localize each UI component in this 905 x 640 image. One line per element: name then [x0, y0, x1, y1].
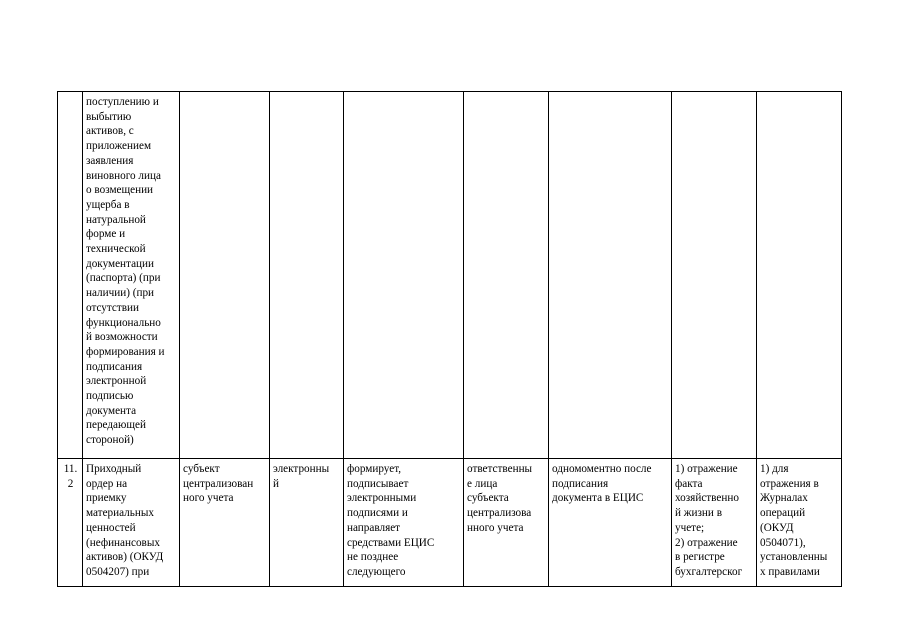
cell-accounting [672, 92, 757, 459]
cell-text-line: й жизни в [675, 507, 722, 520]
cell-text-line: централизован [183, 477, 254, 490]
cell-text-line: подписания [552, 477, 609, 490]
cell-text-line: 0504071), [760, 536, 806, 549]
cell-text-line: централизова [467, 507, 532, 520]
cell-text-line: документации [86, 257, 154, 270]
cell-timing [549, 92, 672, 459]
cell-text-line: подписью [86, 390, 134, 403]
cell-text-line: приложением [86, 140, 152, 153]
cell-text-line: х правилами [760, 565, 820, 578]
cell-text-line: ценностей [86, 521, 136, 534]
cell-text-line: передающей [86, 419, 146, 432]
cell-text-line: формирования и [86, 345, 165, 358]
cell-text-line: Журналах [760, 492, 808, 505]
document-table [57, 91, 842, 587]
cell-text-line: хозяйственно [675, 492, 739, 505]
cell-responsible [464, 459, 549, 587]
cell-text-line: функционально [86, 316, 161, 329]
cell-text-line: бухгалтерског [675, 565, 743, 578]
cell-text-line: ордер на [86, 477, 128, 490]
cell-text-line: наличии) (при [86, 287, 155, 300]
cell-text-line: электронными [347, 492, 417, 505]
cell-text-line: следующего [347, 565, 406, 578]
table-row [58, 92, 842, 459]
cell-text-line: установленны [760, 551, 828, 564]
cell-form [270, 92, 344, 459]
cell-text-line: документа [86, 404, 137, 417]
cell-document-name [83, 92, 180, 459]
cell-text-line: приемку [86, 492, 127, 505]
cell-text-line: факта [675, 477, 703, 490]
cell-text-line: активов) (ОКУД [86, 551, 164, 564]
cell-text-line: нного учета [467, 521, 524, 534]
cell-text-line: 1) отражение [675, 463, 738, 475]
cell-text-line: субъект [183, 463, 220, 475]
cell-procedure [344, 92, 464, 459]
cell-timing [549, 459, 672, 587]
cell-responsible [464, 92, 549, 459]
cell-text-line: (паспорта) (при [86, 272, 161, 285]
cell-text-line: стороной) [86, 434, 134, 447]
cell-text-line: ного учета [183, 492, 234, 505]
cell-text-line: документа в ЕЦИС [552, 492, 644, 505]
cell-text-line: операций [760, 507, 806, 520]
cell-text-line: 1) для [760, 463, 789, 475]
cell-text-line: 11. [63, 463, 78, 475]
cell-text-line: в регистре [675, 551, 725, 564]
cell-text-line: й [273, 477, 279, 490]
cell-number [58, 92, 83, 459]
cell-text-line: технической [86, 243, 146, 256]
cell-text-line: материальных [86, 507, 154, 520]
cell-text-line: одномоментно после [552, 463, 652, 475]
cell-text-line: о возмещении [86, 184, 154, 197]
cell-registers [757, 459, 842, 587]
cell-text-line: й возможности [86, 331, 158, 344]
cell-text-line: средствами ЕЦИС [347, 536, 435, 549]
cell-text-line: 2 [67, 477, 74, 490]
cell-text-line: Приходный [86, 463, 142, 475]
cell-text-line: отражения в [760, 477, 819, 490]
cell-text-line: заявления [86, 154, 134, 167]
cell-text-line: не позднее [347, 551, 399, 564]
cell-text-line: (ОКУД [760, 521, 794, 534]
cell-document-name [83, 459, 180, 587]
cell-procedure [344, 459, 464, 587]
cell-text-line: отсутствии [86, 301, 140, 314]
cell-text-line: электронны [273, 463, 330, 475]
cell-text-line: электронной [86, 375, 147, 388]
cell-accounting [672, 459, 757, 587]
cell-text-line: подписями и [347, 507, 408, 520]
cell-text-line: направляет [347, 521, 401, 534]
cell-text-line: подписания [86, 360, 143, 373]
cell-text-line: субъекта [467, 492, 509, 505]
cell-text-line: (нефинансовых [86, 536, 160, 549]
cell-text-line: е лица [467, 477, 498, 490]
cell-text-line: учете; [675, 521, 705, 534]
cell-text-line: подписывает [347, 477, 409, 490]
cell-creator [180, 92, 270, 459]
cell-text-line: выбытию [86, 110, 132, 123]
cell-text-line: виновного лица [86, 169, 161, 182]
cell-creator [180, 459, 270, 587]
cell-text-line: 2) отражение [675, 536, 738, 549]
cell-text-line: ответственны [467, 463, 533, 475]
cell-form [270, 459, 344, 587]
cell-text-line: форме и [86, 228, 126, 241]
cell-registers [757, 92, 842, 459]
cell-text-line: формирует, [347, 463, 402, 475]
cell-text-line: ущерба в [86, 198, 130, 211]
cell-text-line: активов, с [86, 125, 134, 138]
cell-number [58, 459, 83, 587]
table-row [58, 459, 842, 587]
cell-text-line: поступлению и [86, 96, 159, 108]
cell-text-line: натуральной [86, 213, 146, 226]
cell-text-line: 0504207) при [86, 565, 150, 578]
